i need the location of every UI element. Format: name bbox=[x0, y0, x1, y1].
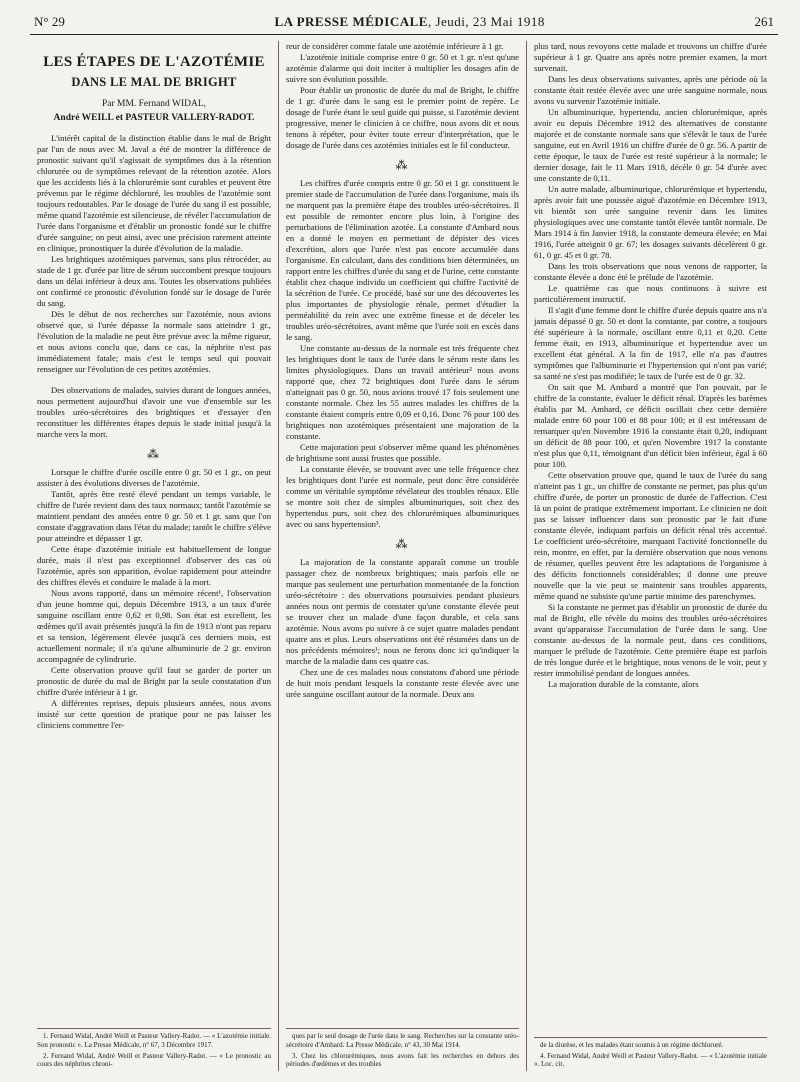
paragraph: Dès le début de nos recherches sur l'azotémie, nous avions observé que, si l'urée dépasse la normale sans atteindre 1 gr., l'évolution de la maladie ne peut être prévue avec la même rigueur, et nous avions conclu que, dans ce cas, la néphrite n'est pas immédiatement fatale; mais c'est le temps seul qui pouvait renseigner sur l'évolution de ces petites azotémies. bbox=[37, 308, 271, 374]
paragraph: La constante élevée, se trouvant avec une telle fréquence chez les brightiques dont l'urée est normale, peut donc être considérée comme un véritable symptôme révélateur des troubles rénaux. Elle se montre soit chez de simples albuminuriques, soit chez des hypertendus purs, soit chez des chlorurémiques albuminuriques avec ou sans hypertension³. bbox=[286, 464, 519, 530]
issue-date: Jeudi, 23 Mai 1918 bbox=[435, 14, 545, 29]
column-3 bbox=[526, 41, 774, 1071]
footnote: 4. Fernand Widal, André Weill et Pasteur Vallery-Radot. — « L'azotémie initiale ». Loc. cit. bbox=[534, 1051, 767, 1069]
paragraph: L'azotémie initiale comprise entre 0 gr. 50 et 1 gr. n'est qu'une azotémie d'alarme qui doit inciter à multiplier les dosages afin de suivre son évolution possible. bbox=[286, 52, 519, 84]
paragraph: Dans les trois observations que nous venons de rapporter, la constante élevée a donc été le prélude de l'azotémie. bbox=[534, 261, 767, 282]
paragraph: Une constante au-dessus de la normale est très fréquente chez les brightiques dont le taux de l'urée dans le sérum reste dans les limites physiologiques. Dans un travail antérieur² nous avons rapporté que, chez 72 brightiques dont l'urée dans le sérum n'atteignait pas 0 gr. 50, nous avions trouvé 17 fois seulement une constante normale. Chez les 55 autres malades les chiffres de la constante étaient compris entre 0,09 et 0,16. Donc 76 pour 100 des brightiques non azotémiques présentaient une majoration de la constante. bbox=[286, 343, 519, 442]
paragraph: reur de considérer comme fatale une azotémie inférieure à 1 gr. bbox=[286, 41, 504, 51]
paragraph: Tantôt, après être resté élevé pendant un temps variable, le chiffre de l'urée revient dans des taux normaux; tantôt l'azotémie se maintient pendant des années entre 0 gr. 50 et 1 gr. sans que l'on constate d'aggravation dans l'état du malade; tantôt le chiffre s'élève pour atteindre et dépasser 1 gr. bbox=[37, 488, 271, 543]
paragraph: Cette observation prouve qu'il faut se garder de porter un pronostic de durée du mal de Bright par la seule constatation d'un chiffre d'urée inférieur à 1 gr. bbox=[37, 664, 271, 697]
footnote: de la diurèse, et les malades étant soumis à un régime déchloruré. bbox=[540, 1040, 724, 1049]
issue-number: N° 29 bbox=[34, 14, 65, 29]
paragraph: Les brightiques azotémiques parvenus, sans plus rétrocéder, au stade de 1 gr. d'urée par litre de sérum succombent presque toujours dans un délai inférieur à deux ans. Toutes les observations publiées ont confirmé ce pronostic d'évolution fondé sur le dosage de l'urée du sang. bbox=[37, 253, 271, 308]
article-title-block bbox=[37, 53, 271, 125]
paragraph: Un albuminurique, hypertendu, ancien chlorurémique, après avoir eu depuis Décembre 1912 des alternatives de constante majorée et de constante normale sans que s'élevât le taux de l'urée sanguine, eut en Avril 1916 un chiffre d'urée de 0 gr. 56. A partir de cette époque, le taux de l'urée est resté supérieur à la normale; le dernier dosage, fait le 11 Mars 1918, décèle 0 gr. 54 d'urée avec une constante de 0,11. bbox=[534, 107, 767, 183]
article-subtitle: DANS LE MAL DE BRIGHT bbox=[71, 75, 237, 90]
paragraph: Nous avons rapporté, dans un mémoire récent¹, l'observation d'un jeune homme qui, depuis Décembre 1913, a un taux d'urée sanguine oscillant entre 0,62 et 0,98. Son état est excellent, les œdèmes qu'il avait présentés jusqu'à la fin de 1913 n'ont pas reparu et sa tension, légèrement élevée jusqu'à ces derniers mois, est actuellement normale; il n'a qu'une albuminurie de 2 gr. environ accompagnée de cylindrurie. bbox=[37, 587, 271, 664]
page-number: 261 bbox=[754, 14, 774, 29]
journal-title: LA PRESSE MÉDICALE bbox=[274, 14, 428, 29]
footnote: 1. Fernand Widal, André Weill et Pasteur Vallery-Radot. — « L'azotémie initiale. Son pronostic ». La Presse Médicale, n° 67, 3 Décembre 1917. bbox=[37, 1032, 271, 1049]
journal-header: LA PRESSE MÉDICALE, Jeudi, 23 Mai 1918 bbox=[274, 14, 545, 29]
paragraph: Les chiffres d'urée compris entre 0 gr. 50 et 1 gr. constituent le premier stade de l'accumulation de l'urée dans l'organisme, mais ils ne marquent pas la première étape des troubles uréo-sécrétoires. Il est possible de remonter encore plus loin, à l'origine des perturbations de l'élimination azotée. La constante d'Ambard nous en a donné le moyen en permettant de dépister des vices d'excrétion, alors que l'urée n'est pas encore accumulée dans l'organisme. En calculant, dans des conditions bien déterminées, un rapport entre les chiffres d'urée du sang et de l'urine, cette constante établit chez chaque individu un coefficient qui chiffre l'activité de la sécrétion de l'urée. Ce procédé, basé sur une des découvertes les plus importantes de physiologie rénale, permet d'étudier la perméabilité du rein avec une extrême finesse et de déceler les troubles uréo-sécrétoires, avant même que l'urée soit en excès dans le sang. bbox=[286, 178, 519, 343]
byline-coauthors: André WEILL et PASTEUR VALLERY-RADOT. bbox=[53, 113, 255, 124]
text-columns bbox=[30, 41, 778, 1071]
article-title: LES ÉTAPES DE L'AZOTÉMIE bbox=[43, 54, 265, 70]
paragraph: Un autre malade, albuminurique, chlorurémique et hypertendu, après avoir fait une poussée aiguë d'azotémie en Décembre 1913, vit bientôt son urée sanguine revenir dans les limites physiologiques avec une constante tantôt élevée tantôt normale. De Mars 1914 à fin Janvier 1918, la constante demeura élevée; en Mai 1916, l'urée atteignit 0 gr. 67; les dosages suivants décelèrent 0 gr. 61, 0 gr. 45 et 0 gr. 78. bbox=[534, 184, 767, 260]
paragraph: Cette majoration peut s'observer même quand les phénomènes de brightisme sont aussi frustes que possible. bbox=[286, 442, 519, 464]
paragraph: Pour établir un pronostic de durée du mal de Bright, le chiffre de 1 gr. d'urée dans le sang est le premier point de repère. Le dosage de l'urée étant le seul guide qui puisse, si l'azotémie devient progressive, mener le clinicien à ce chiffre, nous avons dit et nous tenons à répéter, pour éviter toute erreur d'interprétation, que le dosage de l'urée dans ces azotémies initiales est le fil conducteur. bbox=[286, 85, 519, 150]
paragraph: plus tard, nous revoyons cette malade et trouvons un chiffre d'urée supérieur à 1 gr. Quatre ans après notre premier examen, la mort survenait. bbox=[534, 41, 767, 73]
column-1 bbox=[30, 41, 278, 1071]
paragraph: A différentes reprises, depuis plusieurs années, nous avons insisté sur cette question de pratique pour ne pas laisser les cliniciens commettre l'er- bbox=[37, 697, 271, 730]
paragraph: Lorsque le chiffre d'urée oscille entre 0 gr. 50 et 1 gr., on peut assister à des évolutions diverses de l'azotémie. bbox=[37, 466, 271, 488]
byline-authors: Par MM. Fernand WIDAL, bbox=[101, 99, 207, 110]
section-divider: ⁂ bbox=[147, 446, 161, 461]
paragraph: Cette observation prouve que, quand le taux de l'urée du sang n'atteint pas 1 gr., un chiffre de constante ne permet, pas plus qu'un chiffre d'urée, de porter un pronostic de durée de l'affection. C'est là un point de pratique extrêmement important. Le clinicien ne doit pas se laisser influencer dans son pronostic par le fait d'une constante élevée, indiquant parfois un déficit rénal très accentué. Le coefficient uréo-sécrétoire, marquant l'activité fonctionnelle du rein, montre, en effet, par la dernière observation que nous venons de résumer, quelles peuvent être les adaptations de l'organisme à des déficits fonctionnels considérables; il donne une preuve nouvelle que la vie peut se maintenir sans troubles apparents, même quand ne subsiste qu'une partie minime des parenchymes. bbox=[534, 470, 767, 601]
footnotes bbox=[534, 1037, 767, 1071]
paragraph: Dans les deux observations suivantes, après une période où la constante était restée élevée avec une urée sanguine normale, nous avons vu survenir l'azotémie initiale. bbox=[534, 74, 767, 106]
paragraph: Si la constante ne permet pas d'établir un pronostic de durée du mal de Bright, elle révèle du moins des troubles uréo-sécrétoires avant qu'apparaisse l'accumulation de l'urée dans le sang. Une constante au-dessus de la normale peut, dans ces conditions, marquer le prélude de l'azotémie. Cette première étape est parfois de très longue durée et le brightique, nous venons de le voir, peut y rester immobilisé pendant de longues années. bbox=[534, 602, 767, 678]
column-2 bbox=[278, 41, 526, 1071]
footnote: 2. Fernand Widal, André Weill et Pasteur Vallery-Radot. — « Le pronostic au cours des néphrites chroni- bbox=[37, 1051, 271, 1069]
paragraph: Il s'agit d'une femme dont le chiffre d'urée depuis quatre ans n'a jamais dépassé 0 gr. 50 et dont la constante, par contre, a toujours été supérieure à la normale, oscillant entre 0,11 et 0,20. Cette femme était, en 1913, albuminurique et hypertendue avec un excellent état général. A la fin de 1917, elle n'a pas d'autres symptômes que l'albuminurie et l'hypertension qui n'ont pas varié; sa santé ne s'est pas modifiée; le taux de l'urée est de 0 gr. 32. bbox=[534, 305, 767, 381]
paragraph: Cette étape d'azotémie initiale est habituellement de longue durée, mais il n'est pas exceptionnel d'observer des cas où l'azotémie, après son apparition, évolue rapidement pour atteindre des chiffres élevés et conduire le malade à la mort. bbox=[37, 543, 271, 587]
paragraph: On sait que M. Ambard a montré que l'on pouvait, par le chiffre de la constante, évaluer le déficit rénal. D'après les barèmes établis par M. Ambard, ce déficit oscillait chez cette dernière malade entre 60 pour 100 et 88 pour 100; et il est intéressant de remarquer qu'en Novembre 1916 la constante était 0,20, indiquant un déficit de 88 pour 100, et qu'en Novembre 1917 la constante n'est plus que 0,11, témoignant d'un déficit bien inférieur, égal à 60 pour 100. bbox=[534, 382, 767, 469]
paragraph: L'intérêt capital de la distinction établie dans le mal de Bright par l'un de nous avec M. Javal a été de montrer la différence de pronostic suivant qu'il s'agissait de symptômes dus à la rétention chlorurée ou de symptômes relevant de la rétention azotée. Alors que les accidents liés à la chlorurémie sont curables et peuvent être prévenus par le régime déchloruré, les troubles de l'azotémie sont toujours redoutables. Par le dosage de l'urée du sang il est possible, même quand l'azotémie est silencieuse, de révéler l'accumulation de l'urée dans l'organisme et d'établir un pronostic fondé sur le chiffre d'urée sanguine; on peut ainsi, avec une précision rarement atteinte en clinique, pronostiquer la durée d'évolution de la maladie. bbox=[37, 132, 271, 253]
paragraph: Le quatrième cas que nous continuons à suivre est particulièrement instructif. bbox=[534, 283, 767, 304]
footnotes bbox=[286, 1028, 519, 1071]
footnote: ques par le seul dosage de l'urée dans le sang. Recherches sur la constante uréo-sécrétoire d'Ambard. La Presse Médicale, n° 43, 30 Mai 1914. bbox=[286, 1032, 519, 1049]
paragraph: La majoration durable de la constante, alors bbox=[548, 679, 699, 689]
paragraph: Des observations de malades, suivies durant de longues années, nous permettent aujourd'hui d'avoir une vue d'ensemble sur les troubles uréo-sécrétoires des brightiques et d'essayer d'en reconstituer les différentes étapes depuis le stade initial jusqu'à la marche vers la mort. bbox=[37, 384, 271, 439]
section-divider: ⁂ bbox=[395, 537, 410, 552]
footnotes bbox=[37, 1028, 271, 1071]
footnote: 3. Chez les chlorurémiques, nous avons fait les recherches en dehors des périodes d'œdèmes et des troubles bbox=[286, 1051, 519, 1069]
paragraph: La majoration de la constante apparaît comme un trouble passager chez de nombreux brightiques; mais parfois elle ne marque pas seulement une perturbation momentanée de la fonction uréo-sécrétoire : des observations poursuivies pendant plusieurs années nous ont permis de constater qu'une constante élevée peut se trouver chez un malade d'une façon durable, et cela sans azotémie. Nous avons pu suivre à ce sujet quatre malades pendant quatre ans et plus. Leurs observations ont été résumées dans un de nos précédents mémoires¹; nous ne ferons donc ici qu'indiquer la marche de la maladie dans ces quatre cas. bbox=[286, 557, 519, 667]
paragraph: Chez une de ces malades nous constatons d'abord une période de huit mois pendant lesquels la constante reste élevée avec une urée sanguine oscillant autour de la normale. Deux ans bbox=[286, 667, 519, 700]
running-head bbox=[30, 14, 778, 35]
section-divider: ⁂ bbox=[395, 158, 410, 172]
